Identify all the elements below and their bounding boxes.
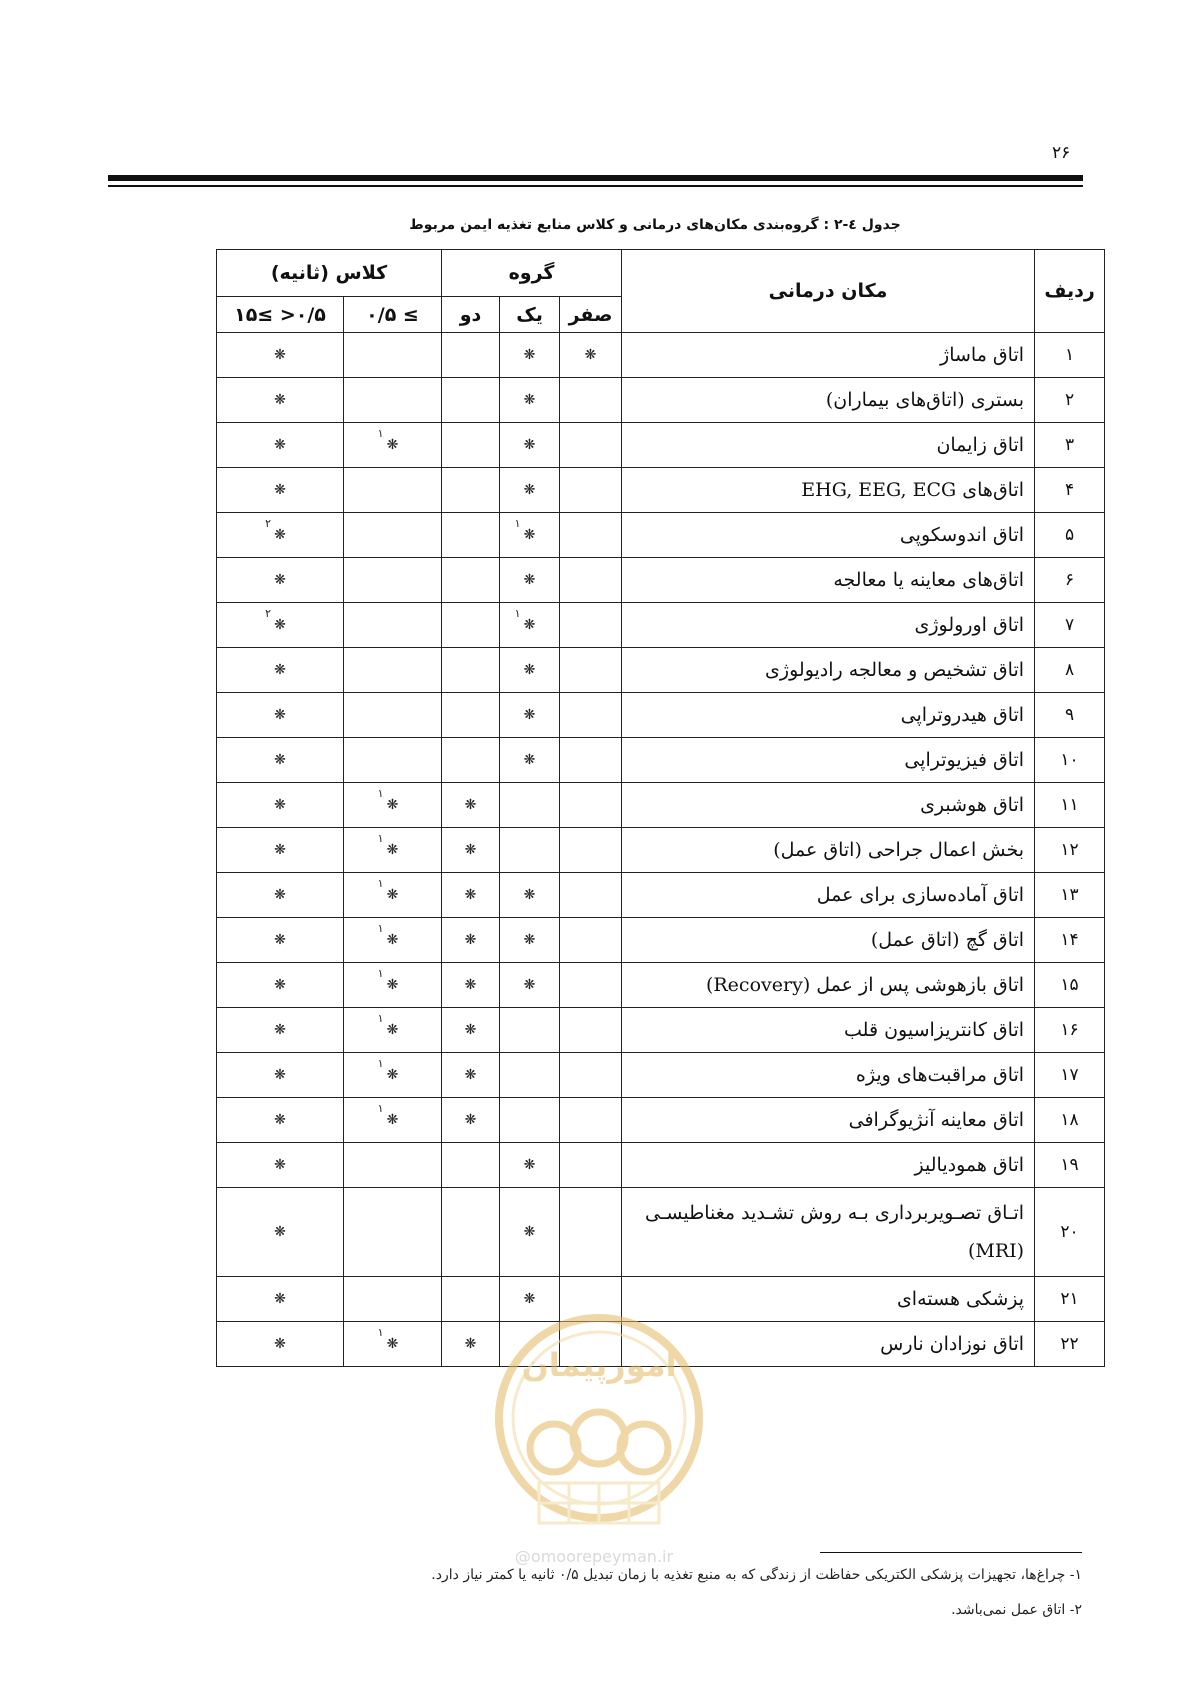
asterisk-mark-icon: ❋: [274, 887, 286, 903]
group-zero-cell: [560, 1098, 622, 1143]
group-one-cell: [500, 1053, 560, 1098]
place-name: اتاق زایمان: [622, 423, 1035, 468]
place-name: اتاق همودیالیز: [622, 1143, 1035, 1188]
asterisk-mark-icon: ❋: [274, 977, 286, 993]
place-name: اتاق بازهوشی پس از عمل (Recovery): [622, 963, 1035, 1008]
asterisk-mark-icon: ❋: [523, 572, 536, 588]
row-number: ۷: [1035, 603, 1105, 648]
class-le05-cell: [344, 468, 442, 513]
asterisk-mark-icon: ❋: [274, 1022, 286, 1038]
asterisk-mark-icon: ❋: [274, 1157, 286, 1173]
group-two-cell: [442, 513, 500, 558]
class-le05-cell: [344, 1188, 442, 1277]
place-name: اتاق معاینه آنژیوگرافی: [622, 1098, 1035, 1143]
row-number: ۵: [1035, 513, 1105, 558]
asterisk-mark-icon: ❋: [274, 1291, 286, 1307]
group-two-cell: [442, 603, 500, 648]
class-le05-cell: [344, 648, 442, 693]
group-zero-cell: [560, 918, 622, 963]
place-name: اتاق هیدروتراپی: [622, 693, 1035, 738]
class-le15-cell: [217, 828, 344, 873]
place-name: پزشکی هسته‌ای: [622, 1277, 1035, 1322]
header-place: مکان درمانی: [622, 250, 1035, 333]
group-one-cell: [500, 873, 560, 918]
group-zero-cell: [560, 783, 622, 828]
table-row: [217, 693, 1105, 738]
class-le15-cell: [217, 1188, 344, 1277]
table-row: [217, 1008, 1105, 1053]
place-name: اتاق کانتریزاسیون قلب: [622, 1008, 1035, 1053]
class-le05-cell: [344, 1008, 442, 1053]
row-number: ۱: [1035, 333, 1105, 378]
group-one-cell: [500, 378, 560, 423]
group-one-cell: [500, 423, 560, 468]
place-name: اتاق فیزیوتراپی: [622, 738, 1035, 783]
asterisk-mark-icon: ❋: [464, 1022, 477, 1038]
asterisk-mark-icon: ❋: [274, 347, 286, 363]
group-two-cell: [442, 1008, 500, 1053]
class-le15-cell: [217, 1322, 344, 1367]
header-class-le05: ≥ ۰/۵: [344, 297, 442, 333]
footnote-ref: ۱: [377, 877, 384, 890]
row-number: ۱۷: [1035, 1053, 1105, 1098]
place-name: اتاق اندوسکوپی: [622, 513, 1035, 558]
group-one-cell: [500, 738, 560, 783]
footnote-ref: ۱: [377, 1057, 384, 1070]
class-le05-cell: [344, 1143, 442, 1188]
place-name: اتاق اورولوژی: [622, 603, 1035, 648]
asterisk-mark-icon: ❋ ۱: [514, 607, 536, 633]
class-le05-cell: [344, 783, 442, 828]
group-zero-cell: [560, 873, 622, 918]
group-zero-cell: [560, 378, 622, 423]
group-two-cell: [442, 693, 500, 738]
asterisk-mark-icon: ❋ ۱: [377, 1326, 399, 1352]
table-row: [217, 738, 1105, 783]
group-two-cell: [442, 1188, 500, 1277]
asterisk-mark-icon: ❋ ۱: [377, 832, 399, 858]
asterisk-mark-icon: ❋: [523, 977, 536, 993]
group-one-cell: [500, 783, 560, 828]
asterisk-mark-icon: ❋: [464, 887, 477, 903]
footnote-ref: ۱: [514, 607, 521, 620]
class-le05-cell: [344, 558, 442, 603]
class-le05-cell: [344, 333, 442, 378]
table-row: [217, 558, 1105, 603]
footnote-ref: ۱: [377, 1012, 384, 1025]
class-le15-cell: [217, 603, 344, 648]
group-two-cell: [442, 738, 500, 783]
group-two-cell: [442, 378, 500, 423]
header-row-number: ردیف: [1035, 250, 1105, 333]
group-one-cell: [500, 693, 560, 738]
asterisk-mark-icon: ❋: [464, 932, 477, 948]
row-number: ۹: [1035, 693, 1105, 738]
class-le15-cell: [217, 513, 344, 558]
row-number: ۶: [1035, 558, 1105, 603]
asterisk-mark-icon: ❋: [274, 707, 286, 723]
row-number: ۳: [1035, 423, 1105, 468]
table-row: [217, 468, 1105, 513]
table-row: [217, 378, 1105, 423]
class-le05-cell: [344, 1277, 442, 1322]
asterisk-mark-icon: ❋: [274, 572, 286, 588]
asterisk-mark-icon: ❋ ۲: [265, 607, 286, 633]
place-name: اتاق تشخیص و معالجه رادیولوژی: [622, 648, 1035, 693]
footnote-ref: ۲: [265, 517, 272, 530]
group-zero-cell: [560, 513, 622, 558]
class-le05-cell: [344, 1322, 442, 1367]
group-one-cell: [500, 1188, 560, 1277]
class-le15-cell: [217, 783, 344, 828]
group-zero-cell: [560, 468, 622, 513]
row-number: ۸: [1035, 648, 1105, 693]
class-le05-cell: [344, 1098, 442, 1143]
table-row: [217, 423, 1105, 468]
table-row: [217, 513, 1105, 558]
asterisk-mark-icon: ❋ ۱: [514, 517, 536, 543]
group-one-cell: [500, 648, 560, 693]
table-row: [217, 1188, 1105, 1277]
asterisk-mark-icon: ❋: [523, 1291, 536, 1307]
table-row: [217, 1143, 1105, 1188]
page-number: ۲۶: [1052, 143, 1071, 163]
place-name: اتاق هوشبری: [622, 783, 1035, 828]
footnote-ref: ۱: [377, 967, 384, 980]
group-one-cell: [500, 1143, 560, 1188]
asterisk-mark-icon: ❋: [274, 752, 286, 768]
footnote-ref: ۱: [377, 787, 384, 800]
asterisk-mark-icon: ❋: [523, 752, 536, 768]
table-row: [217, 783, 1105, 828]
group-two-cell: [442, 558, 500, 603]
asterisk-mark-icon: ❋: [274, 1067, 286, 1083]
place-name: اتاق‌های معاینه یا معالجه: [622, 558, 1035, 603]
footnote-ref: ۱: [514, 517, 521, 530]
class-le15-cell: [217, 738, 344, 783]
asterisk-mark-icon: ❋: [464, 842, 477, 858]
group-two-cell: [442, 648, 500, 693]
row-number: ۲: [1035, 378, 1105, 423]
asterisk-mark-icon: ❋: [464, 977, 477, 993]
group-two-cell: [442, 468, 500, 513]
asterisk-mark-icon: ❋: [464, 1336, 477, 1352]
group-zero-cell: [560, 1053, 622, 1098]
header-group: گروه: [442, 250, 622, 297]
group-one-cell: [500, 558, 560, 603]
place-name: اتاق آماده‌سازی برای عمل: [622, 873, 1035, 918]
table-row: [217, 963, 1105, 1008]
table-row: [217, 1098, 1105, 1143]
asterisk-mark-icon: ❋: [274, 842, 286, 858]
watermark-logo-text: امورپیمان: [521, 1346, 677, 1384]
class-le15-cell: [217, 1277, 344, 1322]
asterisk-mark-icon: ❋: [274, 1336, 286, 1352]
row-number: ۱۹: [1035, 1143, 1105, 1188]
class-le05-cell: [344, 963, 442, 1008]
group-two-cell: [442, 1143, 500, 1188]
row-number: ۲۰: [1035, 1188, 1105, 1277]
class-le05-cell: [344, 603, 442, 648]
asterisk-mark-icon: ❋: [584, 347, 597, 363]
class-le15-cell: [217, 423, 344, 468]
table-row: [217, 828, 1105, 873]
asterisk-mark-icon: ❋: [464, 1112, 477, 1128]
class-le15-cell: [217, 1053, 344, 1098]
header-rule-thin: [108, 185, 1083, 187]
row-number: ۴: [1035, 468, 1105, 513]
class-le15-cell: [217, 873, 344, 918]
watermark-text: @omoorepeyman.ir: [514, 1547, 674, 1566]
group-one-cell: [500, 513, 560, 558]
group-zero-cell: [560, 648, 622, 693]
asterisk-mark-icon: ❋ ۱: [377, 1057, 399, 1083]
header-group-zero: صفر: [560, 297, 622, 333]
asterisk-mark-icon: ❋: [523, 1157, 536, 1173]
group-one-cell: [500, 1008, 560, 1053]
group-zero-cell: [560, 1143, 622, 1188]
group-zero-cell: [560, 963, 622, 1008]
class-le15-cell: [217, 918, 344, 963]
group-zero-cell: [560, 1188, 622, 1277]
table-row: [217, 603, 1105, 648]
group-two-cell: [442, 963, 500, 1008]
table-row: [217, 333, 1105, 378]
asterisk-mark-icon: ❋: [274, 392, 286, 408]
group-two-cell: [442, 783, 500, 828]
asterisk-mark-icon: ❋: [523, 482, 536, 498]
place-name: اتاق گچ (اتاق عمل): [622, 918, 1035, 963]
group-zero-cell: [560, 558, 622, 603]
place-name: اتاق ماساژ: [622, 333, 1035, 378]
group-zero-cell: [560, 738, 622, 783]
watermark-logo: [484, 1308, 714, 1558]
row-number: ۲۲: [1035, 1322, 1105, 1367]
group-two-cell: [442, 918, 500, 963]
class-le15-cell: [217, 963, 344, 1008]
asterisk-mark-icon: ❋ ۲: [265, 517, 286, 543]
header-group-one: یک: [500, 297, 560, 333]
asterisk-mark-icon: ❋: [523, 707, 536, 723]
row-number: ۱۱: [1035, 783, 1105, 828]
asterisk-mark-icon: ❋ ۱: [377, 1102, 399, 1128]
group-one-cell: [500, 603, 560, 648]
asterisk-mark-icon: ❋: [523, 1224, 536, 1240]
group-two-cell: [442, 333, 500, 378]
group-zero-cell: [560, 693, 622, 738]
asterisk-mark-icon: ❋: [274, 482, 286, 498]
footnote-ref: ۱: [377, 427, 384, 440]
asterisk-mark-icon: ❋ ۱: [377, 427, 399, 453]
place-name: اتـاق تصـویربرداری بـه روش تشـدید مغناطیسـی (MRI): [622, 1188, 1035, 1277]
asterisk-mark-icon: ❋: [274, 437, 286, 453]
group-one-cell: [500, 333, 560, 378]
asterisk-mark-icon: ❋: [274, 1112, 286, 1128]
footnote-2: ۲- اتاق عمل نمی‌باشد.: [951, 1602, 1082, 1618]
class-le15-cell: [217, 648, 344, 693]
place-name: اتاق مراقبت‌های ویژه: [622, 1053, 1035, 1098]
place-name: اتاق‌های EHG, EEG, ECG: [622, 468, 1035, 513]
group-zero-cell: [560, 603, 622, 648]
place-name: بخش اعمال جراحی (اتاق عمل): [622, 828, 1035, 873]
class-le05-cell: [344, 873, 442, 918]
asterisk-mark-icon: ❋: [274, 797, 286, 813]
class-le05-cell: [344, 378, 442, 423]
asterisk-mark-icon: ❋: [523, 347, 536, 363]
row-number: ۱۶: [1035, 1008, 1105, 1053]
row-number: ۱۳: [1035, 873, 1105, 918]
class-le05-cell: [344, 738, 442, 783]
asterisk-mark-icon: ❋: [464, 797, 477, 813]
group-zero-cell: [560, 1008, 622, 1053]
row-number: ۲۱: [1035, 1277, 1105, 1322]
locations-table: [216, 249, 1105, 1367]
header-class-le15: ۰/۵< ≥۱۵: [217, 297, 344, 333]
table-row: [217, 873, 1105, 918]
asterisk-mark-icon: ❋ ۱: [377, 1012, 399, 1038]
class-le15-cell: [217, 693, 344, 738]
header-group-two: دو: [442, 297, 500, 333]
group-two-cell: [442, 828, 500, 873]
class-le05-cell: [344, 423, 442, 468]
group-zero-cell: [560, 828, 622, 873]
row-number: ۱۴: [1035, 918, 1105, 963]
group-two-cell: [442, 1053, 500, 1098]
table-caption: جدول ٤-٢ : گروه‌بندی مکان‌های درمانی و کلاس منابع تغذیه ایمن مربوط: [409, 217, 901, 233]
class-le15-cell: [217, 1143, 344, 1188]
asterisk-mark-icon: ❋ ۱: [377, 787, 399, 813]
place-name: اتاق نوزادان نارس: [622, 1322, 1035, 1367]
asterisk-mark-icon: ❋: [523, 437, 536, 453]
group-one-cell: [500, 828, 560, 873]
group-two-cell: [442, 1098, 500, 1143]
group-zero-cell: [560, 423, 622, 468]
class-le15-cell: [217, 468, 344, 513]
asterisk-mark-icon: ❋: [523, 662, 536, 678]
footnote-rule: [820, 1552, 1082, 1553]
footnote-ref: ۱: [377, 1102, 384, 1115]
header-rule-thick: [108, 175, 1083, 181]
asterisk-mark-icon: ❋: [274, 1224, 286, 1240]
class-le15-cell: [217, 1098, 344, 1143]
footnote-ref: ۱: [377, 922, 384, 935]
class-le05-cell: [344, 828, 442, 873]
asterisk-mark-icon: ❋ ۱: [377, 967, 399, 993]
class-le15-cell: [217, 333, 344, 378]
footnote-1: ۱- چراغ‌ها، تجهیزات پزشکی الکتریکی حفاظت از زندگی که به منبع تغذیه با زمان تبدیل ۰/۵ ثانیه یا کمتر نیاز دارد.: [431, 1567, 1082, 1583]
group-one-cell: [500, 918, 560, 963]
group-one-cell: [500, 963, 560, 1008]
class-le15-cell: [217, 558, 344, 603]
place-name: بستری (اتاق‌های بیماران): [622, 378, 1035, 423]
group-one-cell: [500, 468, 560, 513]
class-le05-cell: [344, 1053, 442, 1098]
footnote-ref: ۱: [377, 832, 384, 845]
group-zero-cell: [560, 333, 622, 378]
group-two-cell: [442, 423, 500, 468]
footnote-ref: ۱: [377, 1326, 384, 1339]
asterisk-mark-icon: ❋: [464, 1067, 477, 1083]
asterisk-mark-icon: ❋: [523, 392, 536, 408]
footnote-ref: ۲: [265, 607, 272, 620]
row-number: ۱۲: [1035, 828, 1105, 873]
table-row: [217, 1053, 1105, 1098]
class-le05-cell: [344, 693, 442, 738]
row-number: ۱۰: [1035, 738, 1105, 783]
class-le05-cell: [344, 513, 442, 558]
asterisk-mark-icon: ❋: [523, 887, 536, 903]
group-two-cell: [442, 873, 500, 918]
asterisk-mark-icon: ❋ ۱: [377, 922, 399, 948]
asterisk-mark-icon: ❋ ۱: [377, 877, 399, 903]
row-number: ۱۵: [1035, 963, 1105, 1008]
table-row: [217, 648, 1105, 693]
table-row: [217, 918, 1105, 963]
class-le15-cell: [217, 1008, 344, 1053]
row-number: ۱۸: [1035, 1098, 1105, 1143]
asterisk-mark-icon: ❋: [274, 662, 286, 678]
asterisk-mark-icon: ❋: [274, 932, 286, 948]
class-le15-cell: [217, 378, 344, 423]
asterisk-mark-icon: ❋: [523, 932, 536, 948]
class-le05-cell: [344, 918, 442, 963]
header-class: کلاس (ثانیه): [217, 250, 442, 297]
group-one-cell: [500, 1098, 560, 1143]
